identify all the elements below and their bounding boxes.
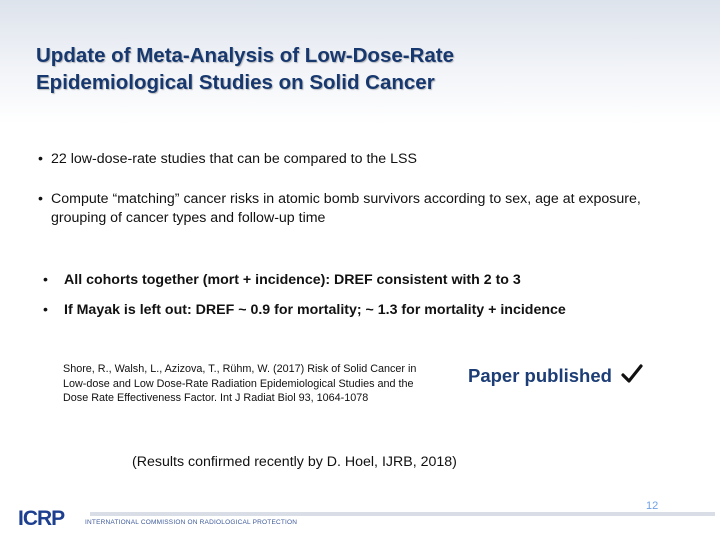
bullet-text: Compute “matching” cancer risks in atomic bomb survivors according to sex, age at exposure, grouping of cancer types and follow-up time [51,191,641,226]
bullet-marker: • [43,302,48,318]
page-number: 12 [646,500,659,512]
logo-text: ICRP [18,507,65,528]
bullet-marker: • [38,151,43,167]
bullet-text: All cohorts together (mort + incidence): DREF consistent with 2 to 3 [64,272,521,288]
title-line-2: Epidemiological Studies on Solid Cancer [36,71,435,94]
bullet-marker: • [38,191,43,207]
bullet-text: 22 low-dose-rate studies that can be compared to the LSS [51,151,417,167]
paper-status [468,364,643,389]
commission-name: INTERNATIONAL COMMISSION ON RADIOLOGICAL PROTECTION [85,519,298,526]
bullet-item [43,301,693,320]
slide-title [36,42,676,96]
bullet-item [38,190,678,228]
bullet-text: If Mayak is left out: DREF ~ 0.9 for mortality; ~ 1.3 for mortality + incidence [64,302,566,318]
bullet-item [43,271,693,290]
paper-status-label: Paper published [468,365,612,386]
check-icon [621,364,643,389]
title-line-1: Update of Meta-Analysis of Low-Dose-Rate [36,44,455,67]
footer-divider [90,512,715,516]
reference-citation: Shore, R., Walsh, L., Azizova, T., Rühm, W. (2017) Risk of Solid Cancer in Low-dose and Low Dose-Rate Radiation Epidemiological Studies and the Dose Rate Effectiveness Factor. Int J Radiat Biol 93, 1064-1078 [63,363,417,404]
confirmed-note: (Results confirmed recently by D. Hoel, IJRB, 2018) [132,454,457,470]
bullet-marker: • [43,272,48,288]
icrp-logo [18,506,82,528]
bullet-item [38,150,678,169]
